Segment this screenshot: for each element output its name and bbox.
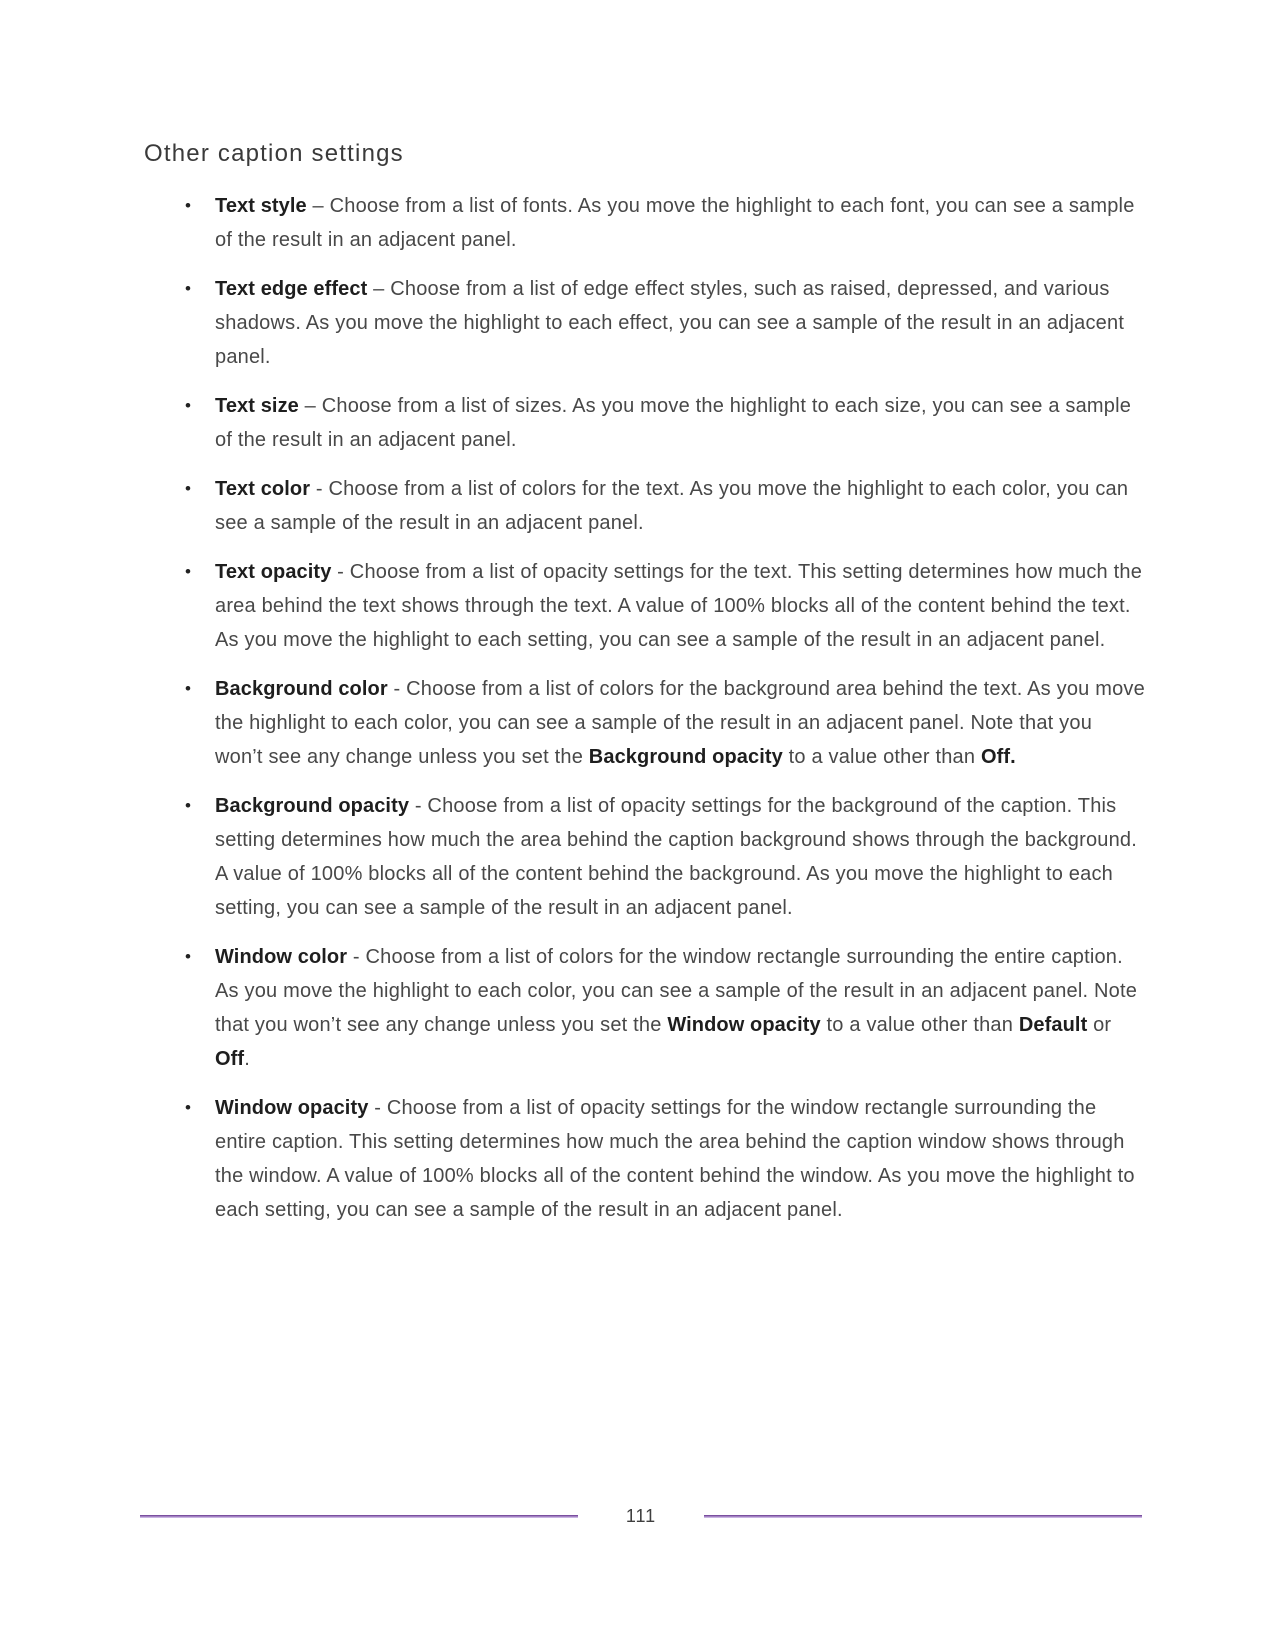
footer-rule-right: [704, 1515, 1142, 1518]
page-number: 111: [625, 1506, 657, 1526]
list-item: [183, 940, 1145, 1076]
bullet-term: Text color: [215, 478, 311, 500]
bullet-icon: •: [185, 679, 192, 698]
caption-settings-list: [183, 189, 1145, 1242]
bullet-text: - Choose from a list of opacity settings for the background of the caption. This setting determines how much the area behind the caption background shows through the background. A value of 100% blocks all of the content behind the background. As you move the highlight to each setting, you can see a sample of the result in an adjacent panel.: [215, 795, 1138, 919]
bullet-text: – Choose from a list of fonts. As you move the highlight to each font, you can see a sample of the result in an adjacent panel.: [215, 195, 1135, 251]
bullet-text: - Choose from a list of opacity settings for the window rectangle surrounding the entire caption. This setting determines how much the area behind the caption window shows through the window. A value of 100% blocks all of the content behind the window. As you move the highlight to each setting, you can see a sample of the result in an adjacent panel.: [215, 1097, 1135, 1221]
footer-rule-left: [140, 1515, 578, 1518]
list-item: [183, 1091, 1145, 1227]
bullet-term: Text style: [215, 195, 307, 217]
list-item: [183, 555, 1145, 657]
bullet-term: Text size: [215, 395, 299, 417]
bullet-text: to a value other than: [782, 746, 981, 768]
bullet-text: to a value other than: [820, 1014, 1019, 1036]
bullet-icon: •: [185, 947, 192, 966]
bullet-icon: •: [185, 796, 192, 815]
bullet-text: or: [1087, 1014, 1112, 1036]
list-item: [183, 189, 1145, 257]
bullet-icon: •: [185, 479, 192, 498]
bullet-term: Default: [1018, 1014, 1088, 1036]
bullet-text: - Choose from a list of colors for the text. As you move the highlight to each color, you can see a sample of the result in an adjacent panel.: [215, 478, 1129, 534]
bullet-term: Background color: [215, 678, 388, 700]
list-item: [183, 389, 1145, 457]
bullet-text: – Choose from a list of edge effect styles, such as raised, depressed, and various shadows. As you move the highlight to each effect, you can see a sample of the result in an adjacent panel.: [215, 278, 1125, 368]
bullet-text: - Choose from a list of colors for the window rectangle surrounding the entire caption. As you move the highlight to each color, you can see a sample of the result in an adjacent panel. Note that you won’t see any change unless you set the: [215, 946, 1138, 1036]
bullet-term: Off: [215, 1048, 245, 1070]
bullet-text: – Choose from a list of sizes. As you move the highlight to each size, you can see a sample of the result in an adjacent panel.: [215, 395, 1132, 451]
bullet-icon: •: [185, 1098, 192, 1117]
bullet-text: .: [244, 1048, 250, 1070]
bullet-term: Window opacity: [667, 1014, 821, 1036]
bullet-term: Text edge effect: [215, 278, 368, 300]
bullet-term: Background opacity: [588, 746, 783, 768]
bullet-text: - Choose from a list of opacity settings for the text. This setting determines how much the area behind the text shows through the text. A value of 100% blocks all of the content behind the text. As you move the highlight to each setting, you can see a sample of the result in an adjacent panel.: [215, 561, 1143, 651]
bullet-term: Window opacity: [215, 1097, 369, 1119]
bullet-icon: •: [185, 279, 192, 298]
bullet-term: Background opacity: [215, 795, 410, 817]
list-item: [183, 789, 1145, 925]
page-title: Other caption settings: [144, 140, 404, 167]
bullet-icon: •: [185, 396, 192, 415]
list-item: [183, 272, 1145, 374]
list-item: [183, 472, 1145, 540]
bullet-term: Text opacity: [215, 561, 332, 583]
list-item: [183, 672, 1145, 774]
bullet-term: Off.: [980, 746, 1016, 768]
bullet-term: Window color: [215, 946, 348, 968]
bullet-icon: •: [185, 196, 192, 215]
bullet-icon: •: [185, 562, 192, 581]
page-footer: [140, 1506, 1142, 1527]
bullet-text: - Choose from a list of colors for the background area behind the text. As you move the highlight to each color, you can see a sample of the result in an adjacent panel. Note that you won’t see any change unless you set the: [215, 678, 1145, 768]
